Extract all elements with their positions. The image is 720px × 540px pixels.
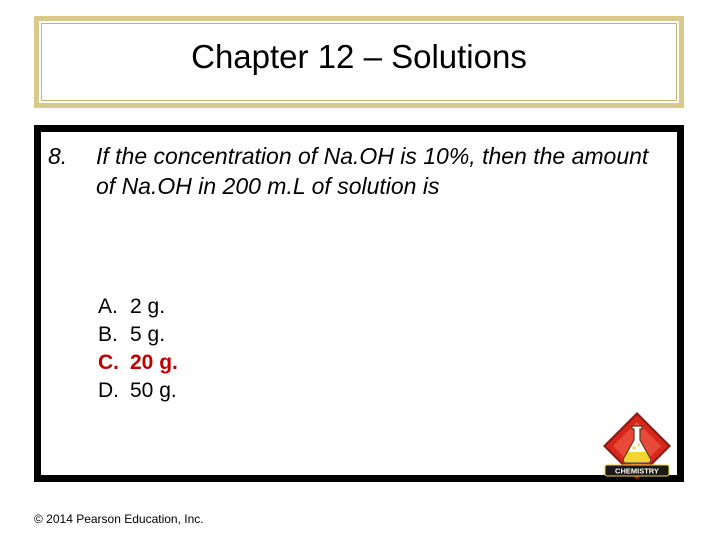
option-letter: C.: [98, 351, 119, 374]
question-text: If the concentration of Na.OH is 10%, then the amount of Na.OH in 200 m.L of solution is: [96, 143, 649, 199]
chemistry-flask-icon: [601, 410, 673, 482]
option-text: 50 g.: [130, 379, 177, 402]
option-text: 20 g.: [130, 351, 178, 374]
option-b[interactable]: [98, 321, 178, 349]
answer-options: [98, 293, 178, 405]
badge-label: CHEMISTRY: [615, 466, 659, 476]
question-panel: [34, 125, 684, 482]
option-text: 2 g.: [130, 295, 166, 318]
option-letter: D.: [98, 379, 119, 402]
option-c-correct[interactable]: [98, 349, 178, 377]
copyright: © 2014 Pearson Education, Inc.: [34, 512, 204, 526]
slide-title: Chapter 12 – Solutions: [191, 38, 527, 75]
title-box: [34, 16, 684, 108]
option-a[interactable]: [98, 293, 178, 321]
option-letter: A.: [98, 295, 118, 318]
option-d[interactable]: [98, 377, 178, 405]
option-text: 5 g.: [130, 323, 166, 346]
option-letter: B.: [98, 323, 118, 346]
question: [48, 141, 668, 201]
question-number: 8.: [48, 143, 68, 169]
